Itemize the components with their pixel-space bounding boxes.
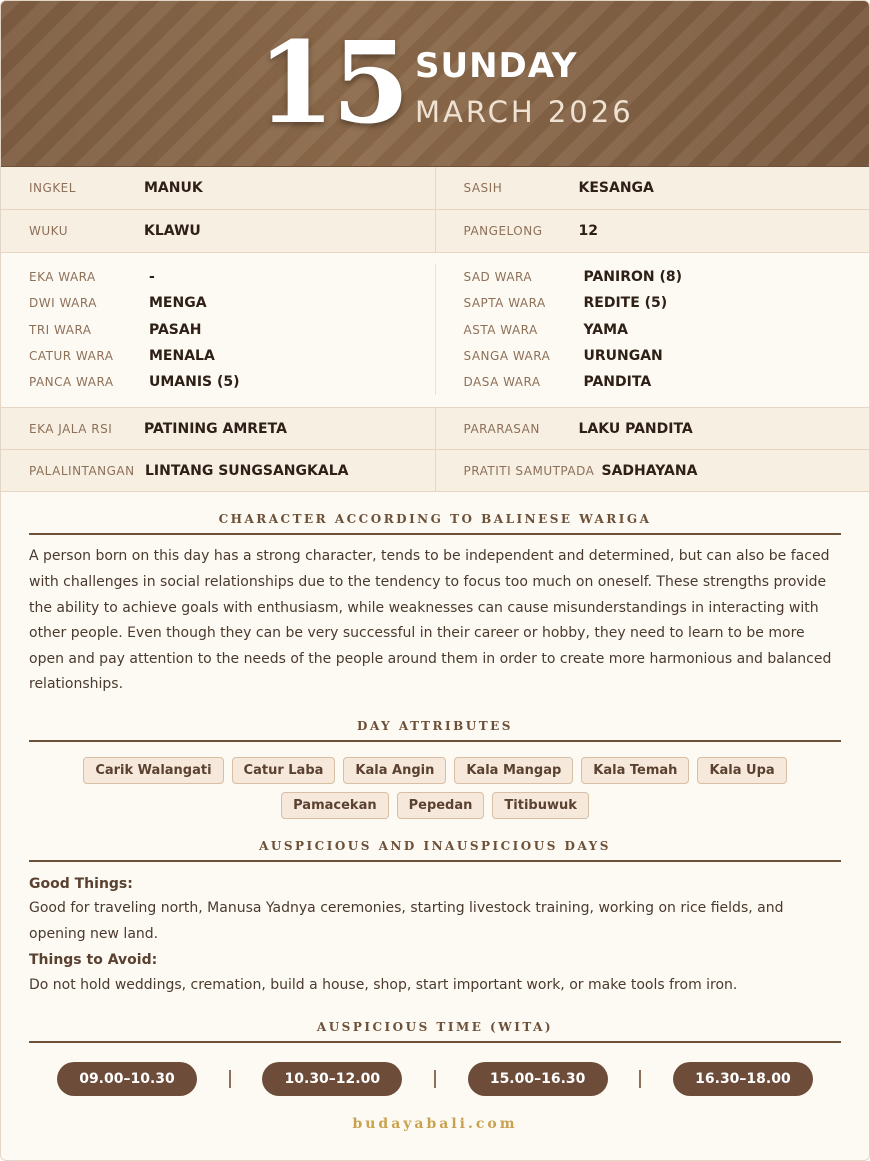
- wara-item: [464, 369, 870, 395]
- auspicious-time-title: AUSPICIOUS TIME (WITA): [316, 1019, 554, 1034]
- time-slot: 16.30–18.00: [673, 1062, 813, 1096]
- weekday-label: SUNDAY: [415, 46, 578, 86]
- pangelong-cell: [435, 210, 870, 252]
- pangelong-value: 12: [578, 223, 598, 239]
- pratiti-samutpada-label: PRATITI SAMUTPADA: [463, 463, 595, 478]
- wara-item: [464, 343, 870, 369]
- wara-value: URUNGAN: [583, 348, 663, 365]
- attribute-tag: Kala Angin: [343, 757, 446, 784]
- wara-section: [1, 253, 869, 408]
- time-slot: 15.00–16.30: [468, 1062, 608, 1096]
- attribute-tag: Carik Walangati: [83, 757, 223, 784]
- attribute-tag: Pepedan: [397, 792, 485, 819]
- wara-value: UMANIS (5): [149, 374, 240, 391]
- good-things-label: Good Things:: [29, 876, 133, 893]
- wuku-cell: [1, 210, 435, 252]
- wara-label: SANGA WARA: [463, 349, 551, 364]
- wara-item: [29, 264, 435, 290]
- month-year-label: MARCH 2026: [415, 95, 634, 129]
- date-header: [1, 1, 869, 167]
- wuku-label: WUKU: [29, 224, 68, 238]
- wara-value: MENALA: [149, 348, 215, 365]
- things-to-avoid-text: Do not hold weddings, cremation, build a house, shop, start important work, or make tools from iron.: [29, 977, 738, 994]
- wara-item: [29, 369, 435, 395]
- wara-label: ASTA WARA: [463, 322, 538, 337]
- sasih-label: SASIH: [463, 181, 503, 195]
- attribute-tag: Catur Laba: [232, 757, 336, 784]
- wara-label: PANCA WARA: [29, 375, 114, 390]
- eka-jala-rsi-value: PATINING AMRETA: [144, 420, 287, 437]
- wara-value: REDITE (5): [583, 295, 668, 312]
- palalintangan-label: PALALINTANGAN: [29, 463, 135, 478]
- ingkel-value: MANUK: [144, 180, 203, 196]
- pratiti-samutpada-cell: [435, 450, 870, 491]
- sasih-cell: [435, 167, 870, 209]
- time-separator: [639, 1070, 641, 1088]
- wara-value: -: [149, 269, 155, 286]
- wara-label: EKA WARA: [29, 270, 96, 285]
- auspicious-time-slots: [57, 1062, 813, 1096]
- eka-jala-rsi-cell: [1, 408, 435, 449]
- pararasan-cell: [435, 408, 870, 449]
- sasih-value: KESANGA: [578, 180, 654, 196]
- time-slot: 10.30–12.00: [262, 1062, 402, 1096]
- wara-item: [29, 290, 435, 316]
- day-attributes-title: DAY ATTRIBUTES: [357, 719, 513, 734]
- wara-value: PANDITA: [583, 374, 652, 391]
- wara-label: SAD WARA: [463, 270, 533, 285]
- eka-jala-rsi-label: EKA JALA RSI: [29, 421, 113, 436]
- pararasan-value: LAKU PANDITA: [578, 420, 693, 437]
- character-text: A person born on this day has a strong character, tends to be independent and determined, but can also be faced with challenges in social relationships due to the tendency to focus too much on oneself. These strengths provide the ability to achieve goals with enthusiasm, while weaknesses can cause misunderstandings in interacting with other people. Even though they can be very successful in their career or hobby, they need to learn to be more open and pay attention to the needs of the people around them in order to create more harmonious and balanced relationships.: [29, 548, 832, 693]
- wara-label: SAPTA WARA: [463, 296, 546, 311]
- time-separator: [434, 1070, 436, 1088]
- pararasan-label: PARARASAN: [463, 421, 540, 436]
- wara-label: DASA WARA: [463, 375, 541, 390]
- palalintangan-cell: [1, 450, 435, 491]
- attribute-tag: Kala Upa: [697, 757, 786, 784]
- wara-item: [29, 343, 435, 369]
- time-separator: [229, 1070, 231, 1088]
- palalintangan-value: LINTANG SUNGSANGKALA: [145, 462, 349, 479]
- attribute-tag: Kala Mangap: [454, 757, 573, 784]
- attribute-tag: Kala Temah: [581, 757, 689, 784]
- ingkel-cell: [1, 167, 435, 209]
- pratiti-samutpada-value: SADHAYANA: [601, 462, 698, 479]
- wara-label: TRI WARA: [29, 322, 92, 337]
- ingkel-label: INGKEL: [29, 181, 76, 195]
- wara-label: CATUR WARA: [29, 349, 114, 364]
- wara-value: YAMA: [583, 321, 628, 338]
- day-attributes-tags: [51, 757, 819, 819]
- wara-item: [29, 317, 435, 343]
- day-number: 15: [257, 18, 407, 149]
- things-to-avoid-label: Things to Avoid:: [29, 952, 158, 969]
- character-title: CHARACTER ACCORDING TO BALINESE WARIGA: [218, 512, 652, 527]
- wara-value: PASAH: [149, 321, 202, 338]
- attribute-tag: Titibuwuk: [492, 792, 588, 819]
- info-row-ekajala-pararasan: [1, 408, 869, 450]
- wuku-value: KLAWU: [144, 223, 201, 239]
- time-slot: 09.00–10.30: [57, 1062, 197, 1096]
- wara-right-column: [435, 264, 870, 395]
- wara-item: [464, 264, 870, 290]
- good-things-text: Good for traveling north, Manusa Yadnya ceremonies, starting livestock training, working on rice fields, and opening new land.: [29, 900, 784, 942]
- wara-item: [464, 317, 870, 343]
- wara-value: MENGA: [149, 295, 207, 312]
- info-row-palalintangan-pratiti: [1, 450, 869, 492]
- info-row-ingkel-sasih: [1, 167, 869, 210]
- days-title: AUSPICIOUS AND INAUSPICIOUS DAYS: [259, 839, 611, 854]
- wara-left-column: [1, 264, 435, 395]
- info-row-wuku-pangelong: [1, 210, 869, 253]
- attribute-tag: Pamacekan: [281, 792, 388, 819]
- wara-label: DWI WARA: [29, 296, 97, 311]
- pangelong-label: PANGELONG: [463, 224, 543, 238]
- wara-value: PANIRON (8): [583, 269, 683, 286]
- wara-item: [464, 290, 870, 316]
- footer-site-name: budayabali.com: [352, 1115, 518, 1132]
